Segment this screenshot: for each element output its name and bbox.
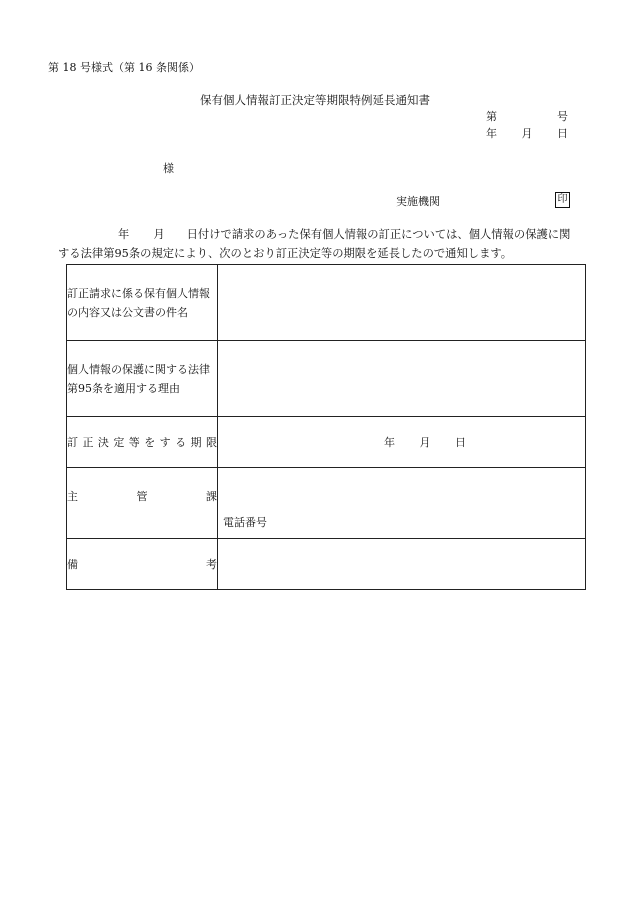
document-title: 保有個人情報訂正決定等期限特例延長通知書 bbox=[200, 93, 430, 107]
deadline-label-char: 訂 bbox=[67, 436, 78, 449]
table-row bbox=[67, 341, 586, 417]
deadline-label-char: る bbox=[175, 436, 187, 449]
issue-year: 年 bbox=[486, 127, 497, 140]
issue-date bbox=[486, 128, 568, 139]
table-row bbox=[67, 265, 586, 341]
department-label-char: 課 bbox=[206, 490, 217, 503]
issuer-label: 実施機関 bbox=[396, 195, 440, 208]
table-row bbox=[67, 468, 586, 539]
subject-label: 訂正請求に係る保有個人情報の内容又は公文書の件名 bbox=[67, 265, 218, 341]
addressee: 様 bbox=[163, 162, 174, 175]
deadline-day: 日 bbox=[455, 436, 466, 449]
deadline-label-char: 正 bbox=[82, 436, 94, 449]
deadline-label-char: を bbox=[144, 436, 156, 449]
deadline-label-char: 期 bbox=[190, 436, 202, 449]
deadline-label bbox=[67, 417, 218, 468]
notice-body bbox=[58, 225, 598, 263]
deadline-value[interactable] bbox=[218, 417, 586, 468]
body-month: 月 bbox=[153, 228, 165, 241]
remarks-label-char: 考 bbox=[206, 558, 217, 571]
department-label-char: 主 bbox=[67, 490, 78, 503]
deadline-label-char: す bbox=[159, 436, 171, 449]
deadline-label-char: 決 bbox=[97, 436, 109, 449]
form-number: 第 18 号様式（第 16 条関係） bbox=[48, 61, 200, 74]
department-label bbox=[67, 468, 218, 539]
number-prefix: 第 bbox=[486, 110, 497, 123]
reason-label: 個人情報の保護に関する法律第95条を適用する理由 bbox=[67, 341, 218, 417]
deadline-label-char: 定 bbox=[113, 436, 125, 449]
number-suffix: 号 bbox=[557, 110, 568, 123]
deadline-label-char: 等 bbox=[128, 436, 140, 449]
issue-month: 月 bbox=[521, 127, 533, 140]
department-label-char: 管 bbox=[136, 490, 148, 503]
phone-number-label: 電話番号 bbox=[223, 516, 267, 529]
body-line2: する法律第95条の規定により、次のとおり訂正決定等の期限を延長したので通知します。 bbox=[58, 247, 513, 260]
notice-table bbox=[66, 264, 586, 590]
reason-value[interactable] bbox=[218, 341, 586, 417]
body-line1: 日付けで請求のあった保有個人情報の訂正については、個人情報の保護に関 bbox=[186, 228, 571, 241]
department-value[interactable] bbox=[218, 468, 586, 539]
subject-value[interactable] bbox=[218, 265, 586, 341]
document-number bbox=[486, 111, 568, 122]
deadline-label-char: 限 bbox=[205, 436, 217, 449]
remarks-label bbox=[67, 539, 218, 590]
issue-day: 日 bbox=[557, 127, 568, 140]
remarks-label-char: 備 bbox=[67, 558, 78, 571]
deadline-year: 年 bbox=[384, 436, 395, 449]
deadline-month: 月 bbox=[419, 436, 431, 449]
table-row bbox=[67, 539, 586, 590]
remarks-value[interactable] bbox=[218, 539, 586, 590]
table-row bbox=[67, 417, 586, 468]
body-year: 年 bbox=[118, 228, 130, 241]
seal-mark: 印 bbox=[555, 192, 570, 208]
